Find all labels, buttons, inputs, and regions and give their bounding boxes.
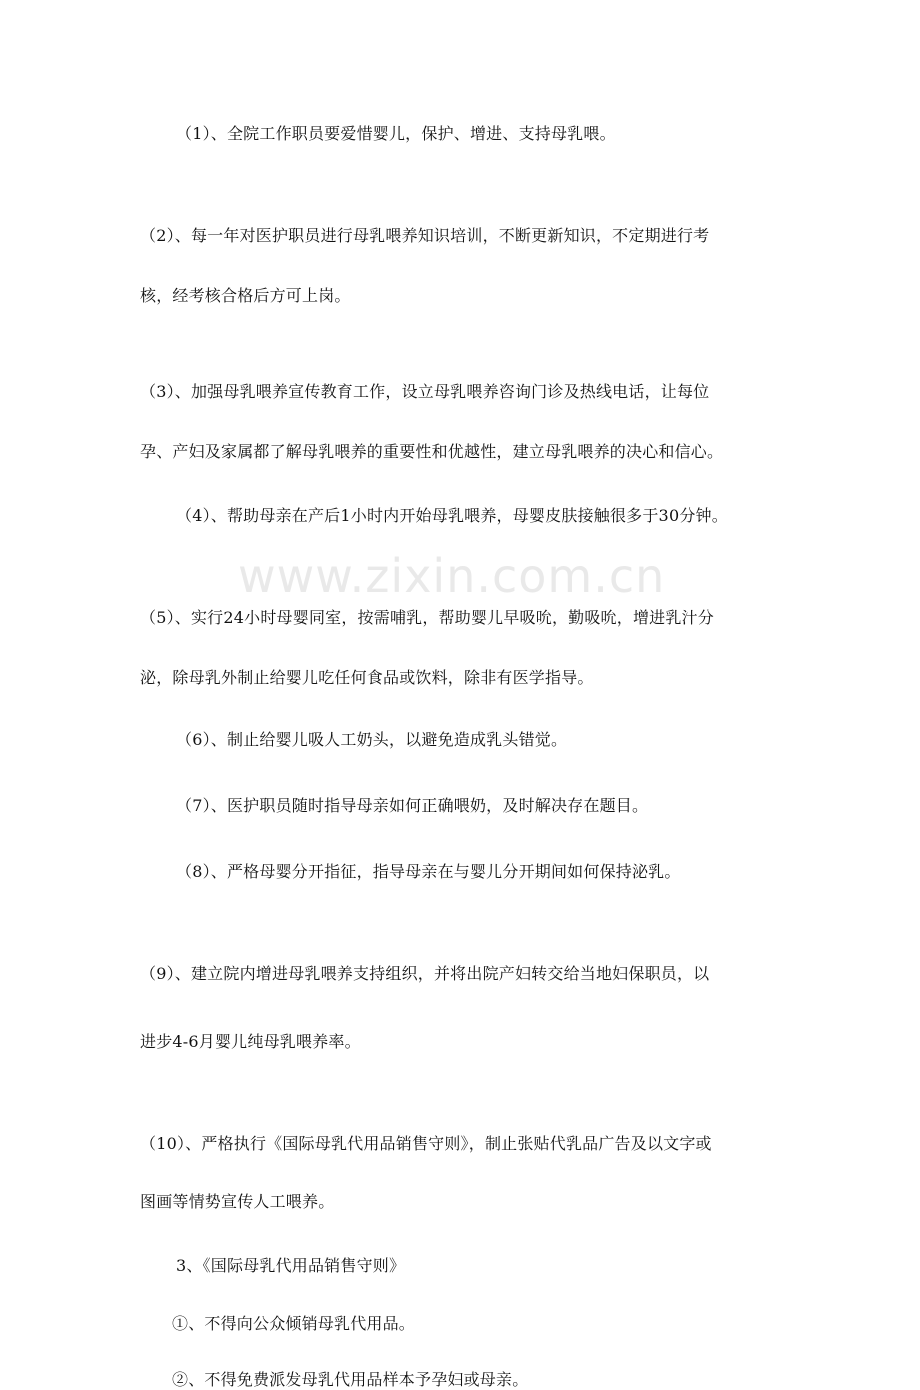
rule-item-2: ②、不得免费派发母乳代用品样本予孕妇或母亲。 (172, 1370, 529, 1389)
paragraph-10-line-2: 图画等情势宣传人工喂养。 (140, 1192, 335, 1211)
watermark: www.zixin.com.cn (238, 549, 666, 603)
paragraph-1-line-1: （1）、全院工作职员要爱惜婴儿，保护、增进、支持母乳喂。 (176, 124, 616, 143)
section-3-heading: 3、《国际母乳代用品销售守则》 (176, 1256, 406, 1275)
paragraph-2-line-2: 核，经考核合格后方可上岗。 (140, 286, 351, 305)
paragraph-3-line-2: 孕、产妇及家属都了解母乳喂养的重要性和优越性，建立母乳喂养的决心和信心。 (140, 442, 724, 461)
paragraph-9-line-1: （9）、建立院内增进母乳喂养支持组织，并将出院产妇转交给当地妇保职员，以 (140, 964, 710, 983)
paragraph-3-line-1: （3）、加强母乳喂养宣传教育工作，设立母乳喂养咨询门诊及热线电话，让每位 (140, 382, 710, 401)
rule-item-1: ①、不得向公众倾销母乳代用品。 (172, 1314, 416, 1333)
paragraph-10-line-1: （10）、严格执行《国际母乳代用品销售守则》，制止张贴代乳品广告及以文字或 (140, 1134, 712, 1153)
paragraph-7-line-1: （7）、医护职员随时指导母亲如何正确喂奶，及时解决存在题目。 (176, 796, 649, 815)
paragraph-9-line-2: 进步4-6月婴儿纯母乳喂养率。 (140, 1032, 361, 1051)
paragraph-2-line-1: （2）、每一年对医护职员进行母乳喂养知识培训，不断更新知识，不定期进行考 (140, 226, 710, 245)
paragraph-6-line-1: （6）、制止给婴儿吸人工奶头，以避免造成乳头错觉。 (176, 730, 568, 749)
paragraph-5-line-2: 泌，除母乳外制止给婴儿吃任何食品或饮料，除非有医学指导。 (140, 668, 594, 687)
paragraph-8-line-1: （8）、严格母婴分开指征，指导母亲在与婴儿分开期间如何保持泌乳。 (176, 862, 681, 881)
paragraph-4-line-1: （4）、帮助母亲在产后1小时内开始母乳喂养，母婴皮肤接触很多于30分钟。 (176, 506, 728, 525)
paragraph-5-line-1: （5）、实行24小时母婴同室，按需哺乳，帮助婴儿早吸吮，勤吸吮，增进乳汁分 (140, 608, 714, 627)
